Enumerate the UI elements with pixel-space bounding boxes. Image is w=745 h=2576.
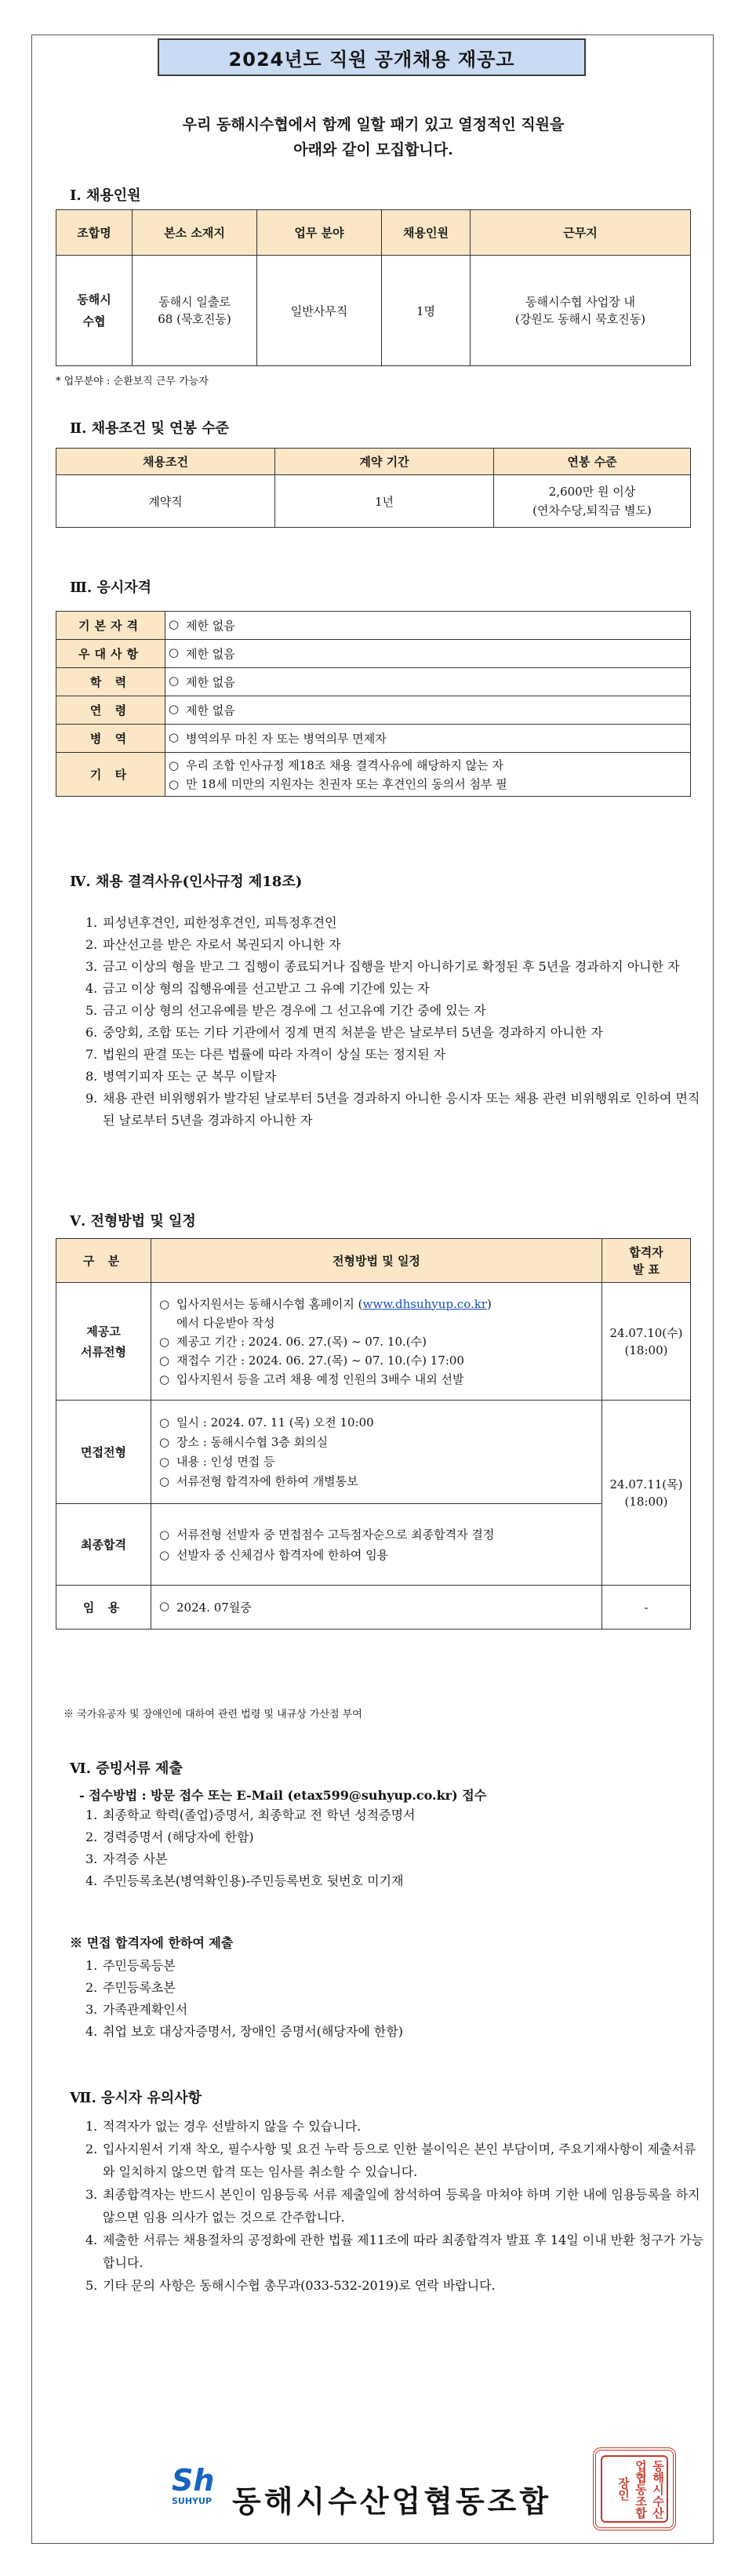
address-cell: 동해시 일출로 68 (묵호진동): [133, 256, 257, 366]
count-cell: 1명: [382, 256, 471, 366]
page-title: 2024년도 직원 공개채용 재공고: [158, 38, 586, 76]
list-item: 5. 기타 문의 사항은 동해시수협 총무과(033-532-2019)로 연락 바랍니다.: [85, 2278, 496, 2293]
interview-stage-label: 면접전형: [56, 1401, 151, 1504]
official-seal: 동해시수산업협동조합장인: [593, 2447, 676, 2531]
interview-docs-list: [85, 1955, 729, 2043]
homepage-link[interactable]: www.dhsuhyup.co.kr: [362, 1296, 488, 1311]
field-cell: 일반사무직: [257, 256, 382, 366]
footer: [32, 2436, 714, 2531]
qualifications-table: 기본자격 ○ 제한 없음 우대사항 ○ 제한 없음 학 력 ○ 제한 없음 연 령 ○ 제한 없음 병 역 ○ 병역의무 마친 자 또는 병역의무 면제자 기 타 ○ 우리 조합 인사규정 제18조 채용 결격사유에 해당하지 않는 자 ○ 만 18세 미만의 지원자는 친권자 또는 후견인의 동의서 첨부 필: [56, 611, 691, 797]
list-item: 2. 파산선고를 받은 자로서 복권되지 아니한 자: [85, 937, 341, 952]
doc-stage-label: 제공고 서류전형: [56, 1283, 151, 1401]
list-item: 2. 입사지원서 기재 착오, 필수사항 및 요건 누락 등으로 인한 불이익은 본인 부담이며, 주요기재사항이 제출서류와 일치하지 않으면 합격 또는 임사를 취소할 수 있습니다.: [85, 2142, 696, 2179]
list-item: 7. 법원의 판결 또는 다른 법률에 따라 자격이 상실 또는 정지된 자: [85, 1047, 446, 1062]
disqualification-list: [85, 912, 705, 1132]
list-item: 4. 취업 보호 대상자증명서, 장애인 증명서(해당자에 한함): [85, 2024, 404, 2039]
list-item: 2. 주민등록초본: [85, 1980, 176, 1995]
appoint-stage-label: 임 용: [56, 1586, 151, 1630]
list-item: 6. 중앙회, 조합 또는 기타 기관에서 징계 면직 처분을 받은 날로부터 5년을 경과하지 아니한 자: [85, 1025, 603, 1040]
workplace-cell: 동해시수협 사업장 내 (강원도 동해시 묵호진동): [471, 256, 691, 366]
section-heading-recruitment: Ⅰ. 채용인원: [70, 187, 141, 204]
org-name: 동해시수산업협동조합: [232, 2484, 552, 2519]
recruitment-table: 조합명 본소 소재지 업무 분야 채용인원 근무지 동해시 수협 동해시 일출로 68 (묵호진동) 일반사무직 1명 동해시수협 사업장 내 (강원도 동해시 묵호진동): [56, 209, 691, 366]
section-heading-notes: Ⅶ. 응시자 유의사항: [70, 2090, 202, 2106]
section-heading-disqualifications: Ⅳ. 채용 결격사유(인사규정 제18조): [70, 874, 303, 890]
conditions-table: 채용조건 계약 기간 연봉 수준 계약직 1년 2,600만 원 이상 (연차수당,퇴직금 별도): [56, 448, 691, 528]
section-heading-documents: Ⅵ. 증빙서류 제출: [70, 1760, 183, 1777]
section-heading-qualifications: Ⅲ. 응시자격: [70, 580, 152, 596]
doc-result-cell: 24.07.10(수) (18:00): [602, 1283, 691, 1401]
recruitment-note: * 업무분야 : 순환보직 근무 가능자: [56, 376, 209, 387]
interview-docs-heading: ※ 면접 합격자에 한하여 제출: [70, 1935, 234, 1950]
list-item: 1. 최종학교 학력(졸업)증명서, 최종학교 전 학년 성적증명서: [85, 1808, 416, 1822]
org-name-cell: 동해시 수협: [56, 256, 133, 366]
list-item: 4. 제출한 서류는 채용절차의 공정화에 관한 법률 제11조에 따라 최종합격자 발표 후 14일 이내 반환 청구가 가능합니다.: [85, 2233, 704, 2270]
list-item: 4. 금고 이상 형의 집행유예를 선고받고 그 유예 기간에 있는 자: [85, 981, 430, 996]
interview-result-cell: 24.07.11(목) (18:00): [602, 1401, 691, 1586]
period-cell: 1년: [275, 475, 494, 528]
list-item: 4. 주민등록초본(병역확인용)-주민등록번호 뒷번호 미기재: [85, 1873, 404, 1888]
list-item: 3. 금고 이상의 형을 받고 그 집행이 종료되거나 집행을 받지 아니하기로 확정된 후 5년을 경과하지 아니한 자: [85, 959, 680, 974]
list-item: 2. 경력증명서 (해당자에 한함): [85, 1829, 254, 1844]
salary-cell: 2,600만 원 이상 (연차수당,퇴직금 별도): [494, 475, 691, 528]
email-address[interactable]: etax599@suhyup.co.kr: [293, 1788, 452, 1803]
notes-list: [85, 2115, 705, 2297]
section-heading-conditions: Ⅱ. 채용조건 및 연봉 수준: [70, 420, 229, 437]
process-table: 구 분 전형방법 및 일정 합격자 발 표 제공고 서류전형 ○ 입사지원서는 동해시수협 홈페이지 (www.dhsuhyup.co.kr) 에서 다운받아 작성 ○ 제공고 기간 : 2024. 06. 27.(목) ~ 07. 10.(수) ○ 재접수 기간 : 2024. 06. 27.(목) ~ 07. 10.(수) 17:00 ○ 입사지원서 등을 고려 채용 예정 인원의 3배수 내외 선발 24.07.10(수) (18:00) 면접전형 ○ 일시 : 2024. 07. 11 (목) 오전 10:00 ○ 장소 : 동해시수협 3층 회의실 ○ 내용 : 인성 면접 등 ○ 서류전형 합격자에 한하여 개별통보 24.07.11(목) (18:00) 최종합격 ○ 서류전형 선발자 중 면접점수 고득점자순으로 최종합격자 결정 ○ 선발자 중 신체검사 합격자에 한하여 임용 임 용 ○ 2024. 07월중 -: [56, 1238, 691, 1630]
list-item: 3. 최종합격자는 반드시 본인이 임용등록 서류 제출일에 참석하여 등록을 마쳐야 하며 기한 내에 임용등록을 하지 않으면 임용 의사가 없는 것으로 간주합니다.: [85, 2187, 700, 2225]
intro-text: 우리 동해시수협에서 함께 일할 패기 있고 열정적인 직원을 아래와 같이 모집합니다.: [182, 116, 565, 158]
suhyup-logo-icon: Sh SUHYUP: [172, 2463, 215, 2506]
submission-method: - 접수방법 : 방문 접수 또는 E-Mail (etax599@suhyup.co.kr) 접수: [79, 1788, 487, 1803]
condition-cell: 계약직: [56, 475, 275, 528]
list-item: 1. 피성년후견인, 피한정후견인, 피특정후견인: [85, 915, 337, 930]
final-stage-label: 최종합격: [56, 1504, 151, 1586]
notice-page: [31, 35, 714, 2544]
list-item: 5. 금고 이상 형의 선고유예를 받은 경우에 그 선고유예 기간 중에 있는 자: [85, 1003, 486, 1018]
section-heading-process: Ⅴ. 전형방법 및 일정: [70, 1213, 196, 1230]
list-item: 3. 자격증 사본: [85, 1851, 168, 1866]
list-item: 8. 병역기피자 또는 군 복무 이탈자: [85, 1069, 277, 1084]
list-item: 1. 적격자가 없는 경우 선발하지 않을 수 있습니다.: [85, 2119, 362, 2134]
list-item: 9. 채용 관련 비위행위가 발각된 날로부터 5년을 경과하지 아니한 응시자 또는 채용 관련 비위행위로 인하여 면직된 날로부터 5년을 경과하지 아니한 자: [85, 1091, 700, 1128]
list-item: 3. 가족관계확인서: [85, 2002, 188, 2017]
list-item: 1. 주민등록등본: [85, 1958, 176, 1973]
process-note: ※ 국가유공자 및 장애인에 대하여 관련 법령 및 내규상 가산점 부여: [64, 1709, 362, 1720]
documents-list: [85, 1804, 729, 1892]
